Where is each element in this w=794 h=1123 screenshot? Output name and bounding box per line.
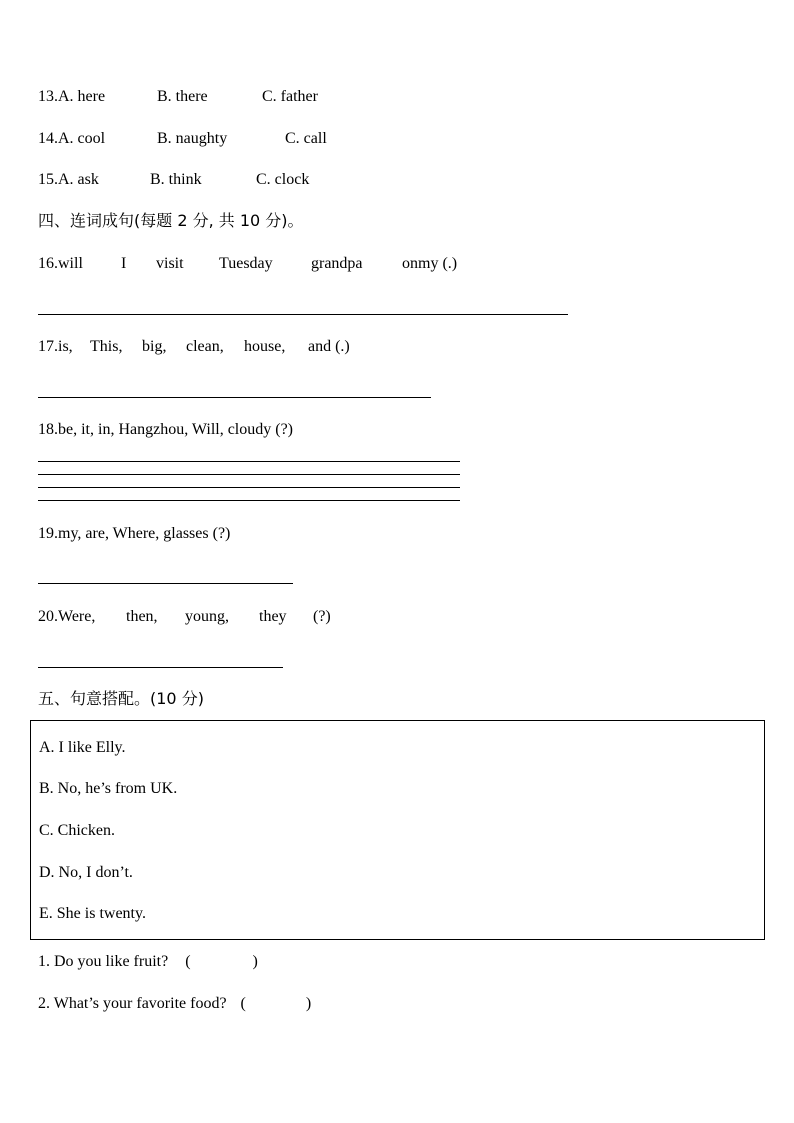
question-number: 20.: [38, 608, 58, 625]
word: onmy (.): [402, 255, 458, 272]
question-20: [38, 607, 331, 627]
answer-close-paren: ): [252, 953, 258, 970]
word: they: [259, 608, 287, 625]
word: clean,: [186, 338, 224, 355]
question-17: [38, 337, 350, 357]
answer-open-paren: (: [240, 995, 246, 1012]
choice-item-13: [38, 87, 318, 107]
option-c: C. father: [262, 88, 318, 105]
word: grandpa: [311, 255, 363, 272]
word: house,: [244, 338, 286, 355]
question-text: 1. Do you like fruit?: [38, 953, 169, 970]
matching-question-1: [38, 952, 258, 972]
answer-line-18b[interactable]: [38, 474, 460, 475]
section-4-heading: 四、连词成句(每题 2 分, 共 10 分)。: [38, 211, 304, 230]
answer-line-16[interactable]: [38, 314, 568, 315]
word: is,: [58, 338, 73, 355]
item-number: 15.: [38, 171, 58, 188]
word: I: [121, 255, 127, 272]
answer-line-18c[interactable]: [38, 487, 460, 488]
option-b: B. No, he’s from UK.: [39, 780, 178, 797]
answer-blank[interactable]: [246, 994, 306, 1014]
word: This,: [90, 338, 123, 355]
option-b: B. there: [157, 88, 208, 105]
question-text: 2. What’s your favorite food?: [38, 995, 227, 1012]
option-b: B. naughty: [157, 130, 228, 147]
option-b: B. think: [150, 171, 202, 188]
answer-close-paren: ): [305, 995, 312, 1012]
word: big,: [142, 338, 167, 355]
option-a: A. cool: [58, 130, 106, 147]
answer-blank[interactable]: [191, 952, 253, 972]
choice-item-14: [38, 129, 327, 149]
options-box: [30, 720, 765, 940]
answer-line-18a[interactable]: [38, 461, 460, 462]
word: Were,: [58, 608, 96, 625]
question-19: [38, 524, 230, 544]
word: Tuesday: [219, 255, 273, 272]
option-c: C. call: [285, 130, 327, 147]
question-text: be, it, in, Hangzhou, Will, cloudy (?): [58, 421, 294, 438]
word: and (.): [308, 338, 350, 355]
question-text: my, are, Where, glasses (?): [58, 525, 231, 542]
word: young,: [185, 608, 229, 625]
word: visit: [156, 255, 184, 272]
answer-open-paren: (: [185, 953, 191, 970]
item-number: 13.: [38, 88, 58, 105]
option-c: C. Chicken.: [39, 822, 115, 839]
question-18: [38, 420, 293, 440]
choice-item-15: [38, 170, 309, 190]
item-number: 14.: [38, 130, 58, 147]
matching-question-2: [38, 994, 311, 1014]
answer-line-19[interactable]: [38, 583, 293, 584]
option-a: A. I like Elly.: [39, 739, 126, 756]
word: then,: [126, 608, 158, 625]
answer-line-17[interactable]: [38, 397, 431, 398]
option-a: A. ask: [58, 171, 99, 188]
question-number: 17.: [38, 338, 58, 355]
answer-line-18d[interactable]: [38, 500, 460, 501]
question-number: 19.: [38, 525, 58, 542]
section-5-heading: 五、句意搭配。(10 分): [38, 689, 204, 708]
question-number: 18.: [38, 421, 58, 438]
option-c: C. clock: [256, 171, 310, 188]
option-e: E. She is twenty.: [39, 905, 146, 922]
answer-line-20[interactable]: [38, 667, 283, 668]
word: (?): [313, 608, 331, 625]
question-16: [38, 254, 457, 274]
word: will: [58, 255, 83, 272]
option-d: D. No, I don’t.: [39, 864, 133, 881]
option-a: A. here: [58, 88, 106, 105]
question-number: 16.: [38, 255, 58, 272]
